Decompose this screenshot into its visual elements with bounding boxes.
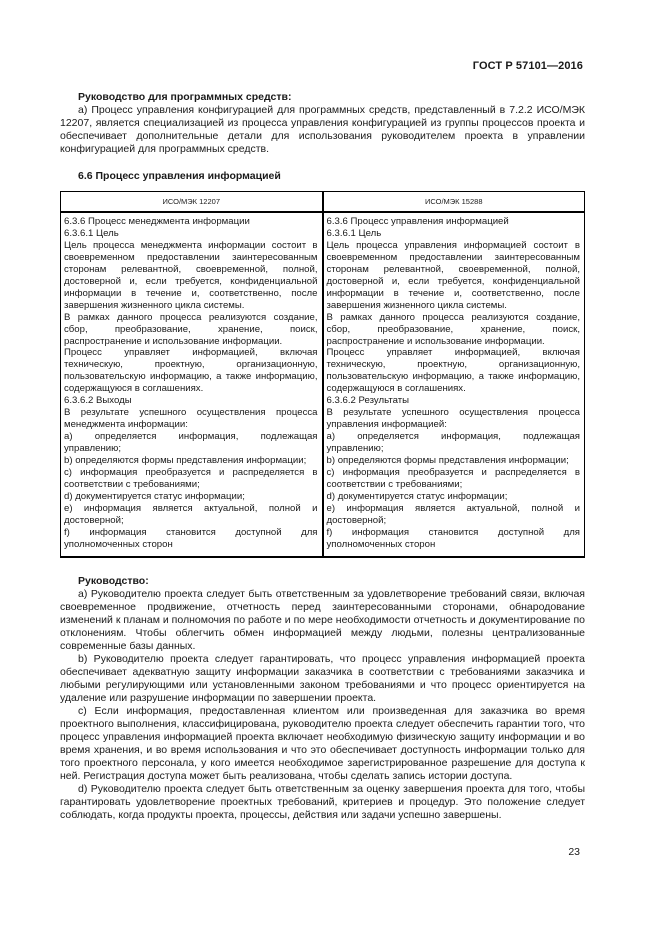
table-line: c) информация преобразуется и распределяется в соответствии с требованиями; (326, 467, 580, 490)
document-code: ГОСТ Р 57101—2016 (472, 60, 583, 72)
table-header-row (61, 192, 585, 213)
page-number: 23 (568, 846, 580, 858)
table-line: e) информация является актуальной, полной и достоверной; (326, 502, 580, 526)
table-line: 6.3.6 Процесс управления информацией (326, 216, 509, 227)
table-line: d) документируется статус информации; (64, 490, 245, 502)
table-line: a) определяется информация, подлежащая управлению; (64, 431, 318, 455)
header-iso-12207: ИСО/МЭК 12207 (61, 192, 323, 213)
table-line: 6.3.6.1 Цель (326, 227, 382, 239)
guidance-paragraph-c: c) Если информация, предоставленная клиентом или произведенная для заказчика во время проектного выполнения, классифицирована, руководителю проекта следует обеспечить гарантии того, что процесс управления информацией проекта включает необходимую физическую защиту информации и во время хранения, и во время использования и что это обеспечивает доступность информации только для того проектного персонала, у кого имеется необходимое зарегистрированное разрешение для доступа к ней. Регистрация доступа может быть реализована, чтобы сделать запись истории доступа. (60, 704, 585, 782)
table-line: 6.3.6 Процесс менеджмента информации (64, 216, 250, 227)
page-content (60, 91, 585, 822)
table-line: 6.3.6.2 Результаты (326, 395, 410, 407)
table-line: Процесс управляет информацией, включая техническую, проектную, организационную, пользовательскую информацию, а также информацию, содержащуюся в соглашениях. (326, 347, 580, 395)
guidance-paragraph-d: d) Руководителю проекта следует быть ответственным за оценку завершения проекта для того, чтобы гарантировать удовлетворение проектных требований, критериев и процедур. Это положение следует соблюдать, когда продукты проекта, процессы, действия или задачи успешно завершены. (60, 782, 585, 821)
table-line: В рамках данного процесса реализуются создание, сбор, преобразование, хранение, поиск, распространение и использование информации. (326, 311, 580, 347)
table-line: b) определяются формы представления информации; (326, 455, 569, 467)
table-line: c) информация преобразуется и распределяется в соответствии с требованиями; (64, 467, 318, 490)
section-title: 6.6 Процесс управления информацией (78, 170, 281, 182)
table-line: 6.3.6.2 Выходы (64, 395, 132, 407)
table-line: Цель процесса менеджмента информации состоит в своевременном предоставлении заинтересованным сторонам релевантной, своевременной, полной, достоверной и, если требуется, конфиденциальной информации в течение и, соответственно, после завершения жизненного цикла системы. (64, 239, 318, 311)
table-line: d) документируется статус информации; (326, 490, 508, 502)
guidance-heading: Руководство: (78, 574, 149, 587)
header-iso-15288: ИСО/МЭК 15288 (323, 192, 585, 213)
comparison-table (60, 191, 585, 558)
table-line: e) информация является актуальной, полной и достоверной; (64, 502, 318, 526)
iso-12207-cell (61, 212, 323, 557)
table-line: f) информация становится доступной для уполномоченных сторон (64, 526, 318, 550)
table-line: f) информация становится доступной для уполномоченных сторон (326, 526, 580, 550)
table-line: В результате успешного осуществления процесса управления информацией: (326, 407, 580, 431)
table-line: Процесс управляет информацией, включая техническую, проектную, организационную, пользовательскую информацию, а также информацию, содержащуюся в соглашениях. (64, 347, 318, 395)
table-line: В результате успешного осуществления процесса менеджмента информации: (64, 407, 318, 431)
table-line: a) определяется информация, подлежащая управлению; (326, 431, 580, 455)
guidance-paragraph-b: b) Руководителю проекта следует гарантировать, что процесс управления информацией проекта обеспечивает адекватную защиту информации заказчика в соответствии с требованиями заказчика и любыми регулирующими или установленными законом требованиями и что процесс ориентируется на удаление или разрушение информации по завершении проекта. (60, 652, 585, 704)
table-line: b) определяются формы представления информации; (64, 455, 307, 467)
intro-paragraph: а) Процесс управления конфигурацией для программных средств, представленный в 7.2.2 ИСО/МЭК 12207, является специализацией из процесса управления конфигурацией из группы процессов проекта и обеспечивает дополнительные детали для использования руководителем проекта в управлении конфигурацией для программных средств. (60, 104, 585, 155)
table-line: 6.3.6.1 Цель (64, 227, 119, 239)
table-line: Цель процесса управления информацией состоит в своевременном предоставлении заинтересованным сторонам релевантной, своевременной, полной, достоверной и, если требуется, конфиденциальной информации в течение и, соответственно, после завершения жизненного цикла системы. (326, 239, 580, 311)
table-line: В рамках данного процесса реализуются создание, сбор, преобразование, хранение, поиск, распространение и использование информации. (64, 311, 318, 347)
iso-15288-cell (323, 212, 585, 557)
intro-heading: Руководство для программных средств: (78, 91, 292, 103)
guidance-paragraph-a: а) Руководителю проекта следует быть ответственным за удовлетворение требований связи, включая своевременное продвижение, отчетность перед заинтересованными сторонами, обнародование изменений к планам и полномочия по работе и по мере необходимости отчетность и документирование по отклонениям. Чтобы облегчить обмен информацией между людьми, полезны централизованные современные базы данных. (60, 587, 585, 652)
table-row (61, 212, 585, 557)
